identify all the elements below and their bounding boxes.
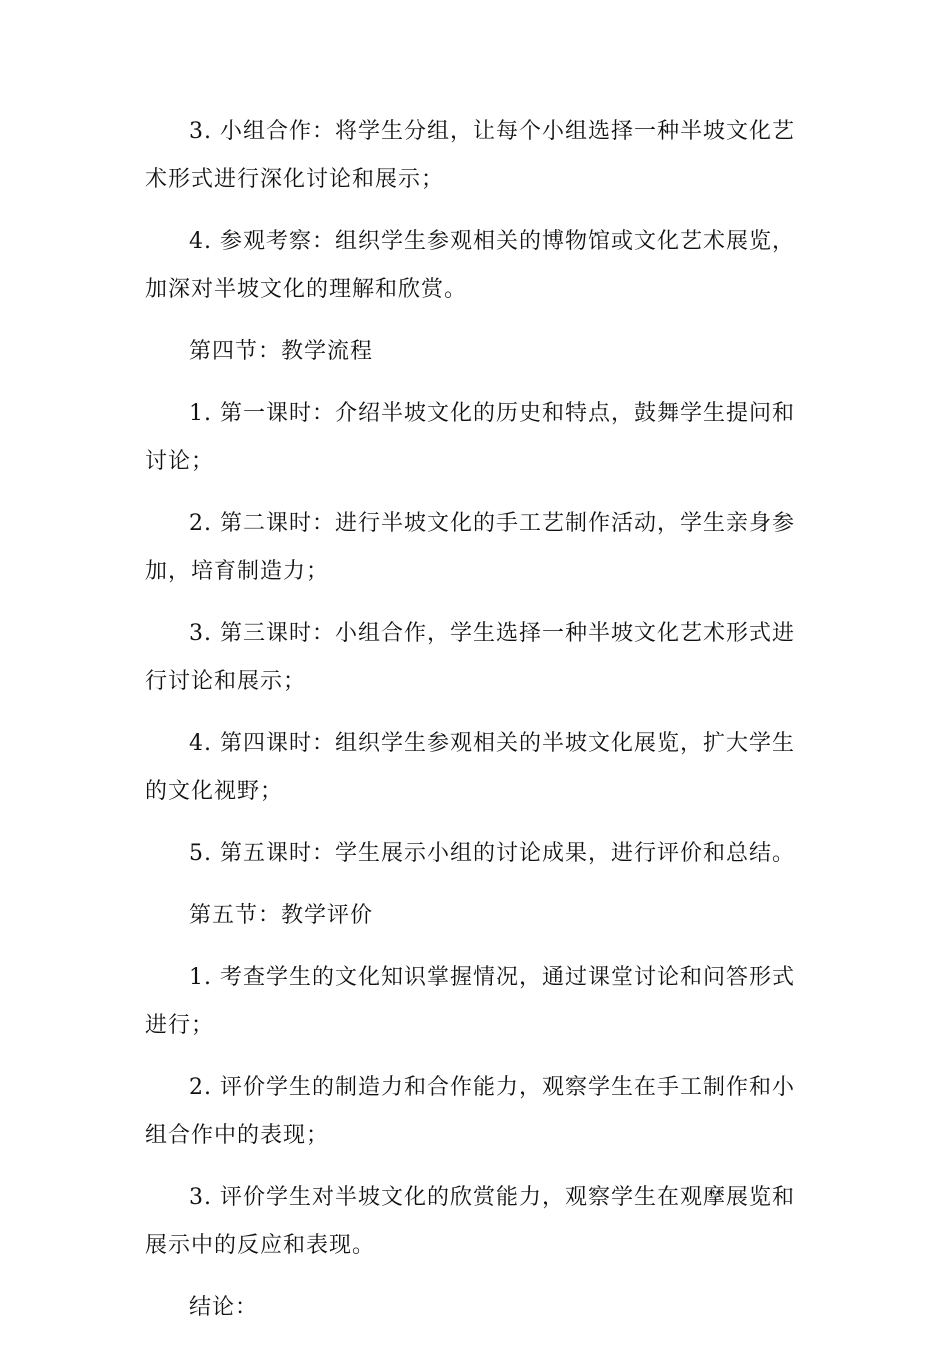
document-body: [145, 108, 810, 1346]
section5-item-3: 3. 评价学生对半坡文化的欣赏能力，观察学生在观摩展览和展示中的反应和表现。: [145, 1185, 795, 1258]
section4-item-3: 3. 第三课时：小组合作，学生选择一种半坡文化艺术形式进行讨论和展示；: [145, 621, 795, 694]
section4-item-2: 2. 第二课时：进行半坡文化的手工艺制作活动，学生亲身参加，培育制造力；: [145, 511, 795, 584]
section5-item-2: 2. 评价学生的制造力和合作能力，观察学生在手工制作和小组合作中的表现；: [145, 1075, 795, 1148]
section4-heading: 第四节：教学流程: [189, 339, 374, 364]
section3-item-3: 3. 小组合作：将学生分组，让每个小组选择一种半坡文化艺术形式进行深化讨论和展示；: [145, 119, 795, 192]
section5-heading: 第五节：教学评价: [189, 903, 374, 928]
section4-item-5: 5. 第五课时：学生展示小组的讨论成果，进行评价和总结。: [189, 841, 795, 866]
section4-item-1: 1. 第一课时：介绍半坡文化的历史和特点，鼓舞学生提问和讨论；: [145, 401, 795, 474]
section5-item-1: 1. 考查学生的文化知识掌握情况，通过课堂讨论和问答形式进行；: [145, 965, 795, 1038]
conclusion-heading: 结论：: [189, 1295, 259, 1320]
section4-item-4: 4. 第四课时：组织学生参观相关的半坡文化展览，扩大学生的文化视野；: [145, 731, 795, 804]
section3-item-4: 4. 参观考察：组织学生参观相关的博物馆或文化艺术展览，加深对半坡文化的理解和欣赏。: [145, 229, 795, 302]
